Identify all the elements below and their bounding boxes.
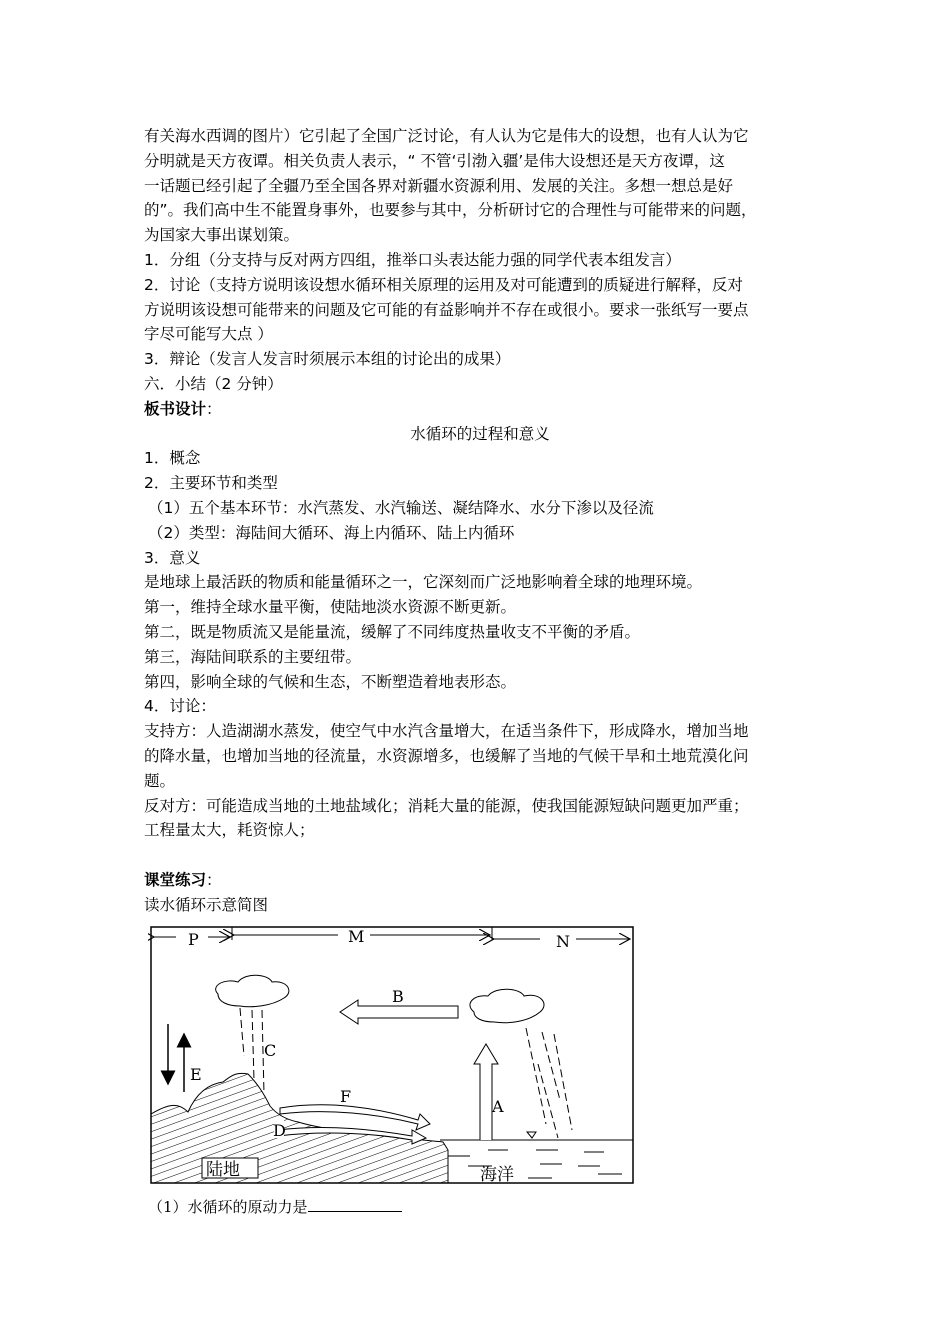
label-c: C (264, 1041, 277, 1060)
sea-rain (526, 1028, 572, 1138)
sea-cloud (470, 989, 544, 1022)
board-text: 支持方：人造湖湖水蒸发，使空气中水汽含量增大，在适当条件下，形成降水，增加当地 (144, 722, 749, 741)
board-item: 1．概念 (144, 449, 201, 468)
board-design-heading: 板书设计： (144, 399, 222, 418)
intro-line: 一话题已经引起了全疆乃至全国各界对新疆水资源利用、发展的关注。多想一想总是好 (144, 176, 734, 195)
board-title: 水循环的过程和意义 (410, 424, 550, 443)
board-text: 第三，海陆间联系的主要纽带。 (144, 647, 362, 666)
board-text: 工程量太大，耗资惊人； (144, 821, 315, 840)
board-text: 题。 (144, 771, 176, 790)
question-1: （1）水循环的原动力是 (148, 1196, 402, 1217)
water-cycle-diagram (148, 924, 638, 1186)
label-d: D (273, 1121, 286, 1140)
label-m: M (348, 927, 365, 946)
label-e: E (190, 1065, 202, 1084)
label-n: N (556, 932, 570, 951)
ocean-label: 海洋 (480, 1165, 514, 1185)
intro-line: 的”。我们高中生不能置身事外，也要参与其中，分析研讨它的合理性与可能带来的问题， (144, 201, 757, 220)
land-label: 陆地 (206, 1160, 240, 1180)
board-item: 3．意义 (144, 548, 201, 567)
label-a: A (492, 1097, 504, 1116)
activity-step-2-cont: 方说明该设想可能带来的问题及它可能的有益影响并不存在或很小。要求一张纸写一要点 (144, 300, 749, 319)
intro-line: 有关海水西调的图片）它引起了全国广泛讨论，有人认为它是伟大的设想，也有人认为它 (144, 127, 749, 145)
activity-step-1: 1．分组（分支持与反对两方四组，推举口头表达能力强的同学代表本组发言） (144, 250, 681, 269)
intro-line: 为国家大事出谋划策。 (144, 226, 300, 245)
answer-blank[interactable] (308, 1197, 402, 1212)
board-text: 第四，影响全球的气候和生态，不断塑造着地表形态。 (144, 672, 517, 691)
activity-step-2: 2．讨论（支持方说明该设想水循环相关原理的运用及对可能遭到的质疑进行解释，反对 (144, 275, 743, 294)
intro-line: 分明就是天方夜谭。相关负责人表示，“ 不管‘引渤入疆’是伟大设想还是天方夜谭，这 (144, 151, 725, 170)
board-text: 的降水量，也增加当地的径流量，水资源增多，也缓解了当地的气候干旱和土地荒漠化问 (144, 746, 749, 765)
board-text: 第一，维持全球水量平衡，使陆地淡水资源不断更新。 (144, 598, 517, 617)
board-item: 2．主要环节和类型 (144, 474, 278, 493)
land-cloud (216, 975, 289, 1006)
arrow-a (474, 1044, 498, 1140)
summary-heading: 六．小结（2 分钟） (144, 374, 283, 393)
document-body (144, 124, 816, 918)
label-b: B (392, 987, 404, 1006)
board-subitem: （2）类型：海陆间大循环、海上内循环、陆上内循环 (148, 523, 515, 542)
label-p: P (188, 930, 199, 949)
sea-waves (448, 1150, 622, 1178)
board-text: 反对方：可能造成当地的土地盐域化；消耗大量的能源，使我国能源短缺问题更加严重； (144, 796, 749, 815)
board-subitem: （1）五个基本环节：水汽蒸发、水汽输送、凝结降水、水分下渗以及径流 (148, 498, 654, 517)
board-text: 第二，既是物质流又是能量流，缓解了不同纬度热量收支不平衡的矛盾。 (144, 622, 641, 641)
label-f: F (340, 1087, 352, 1106)
exercise-caption: 读水循环示意简图 (144, 895, 269, 914)
activity-step-3: 3．辩论（发言人发言时须展示本组的讨论出的成果） (144, 350, 511, 369)
activity-step-2-cont: 字尽可能写大点 ） (144, 325, 273, 344)
exercise-heading: 课堂练习： (144, 870, 222, 889)
board-item: 4．讨论： (144, 697, 216, 716)
board-text: 是地球上最活跃的物质和能量循环之一，它深刻而广泛地影响着全球的地理环境。 (144, 573, 703, 592)
